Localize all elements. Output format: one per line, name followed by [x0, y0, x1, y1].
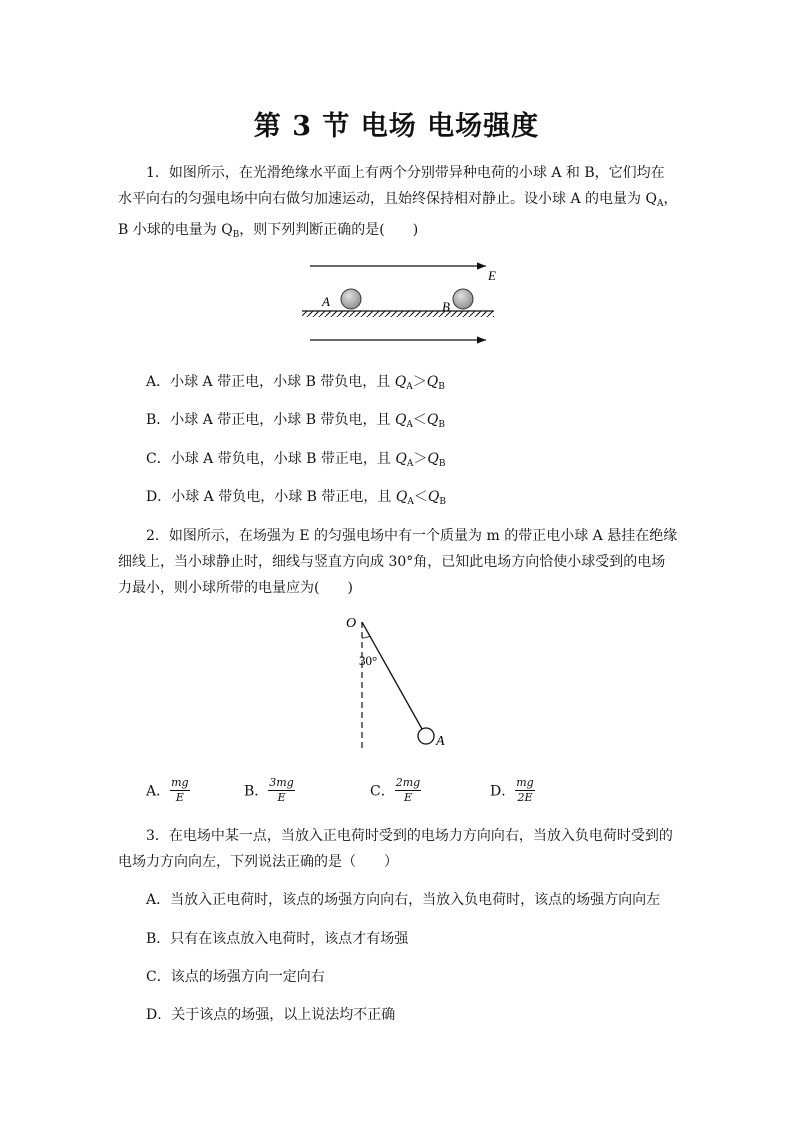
- q2-option-a: A． $\frac{mg}{E}$: [146, 776, 189, 804]
- q3-option-d: D．关于该点的场强，以上说法均不正确: [146, 1007, 396, 1023]
- fraction: $\frac{mg}{E}$: [171, 776, 189, 804]
- fraction: $\frac{2mg}{E}$: [395, 776, 421, 804]
- q3-stem: 3．在电场中某一点，当放入正电荷时受到的电场力方向向右，当放入负电荷时受到的电场力方向向左，下列说法正确的是（ ）: [118, 828, 673, 870]
- q1-figure: [296, 256, 511, 350]
- ball-a: [418, 728, 434, 744]
- angle-arc: [362, 636, 370, 638]
- q2-stem: 2．如图所示，在场强为 E 的匀强电场中有一个质量为 m 的带正电小球 A 悬挂在绝缘细线上，当小球静止时，细线与竖直方向成 30°角，已知此电场方向恰使小球受到的电场力最小，则小球所带的电量应为( ): [118, 528, 678, 596]
- q2-option-c: C． $\frac{2mg}{E}$: [370, 776, 421, 804]
- q2-option-d: D． $\frac{mg}{2E}$: [490, 776, 534, 804]
- string-line: [362, 622, 422, 729]
- q1-option-d: D．小球 A 带负电，小球 B 带正电，且 $Q_A<Q_B$: [146, 489, 446, 507]
- ground-hatch: [302, 311, 494, 317]
- q1-option-c: C．小球 A 带负电，小球 B 带正电，且 $Q_A>Q_B$: [146, 451, 446, 469]
- ball-b: [453, 289, 473, 309]
- field-label: E: [488, 268, 496, 283]
- q1-option-b: B．小球 A 带正电，小球 B 带负电，且 $Q_A<Q_B$: [146, 412, 446, 430]
- q2-option-b: B． $\frac{3mg}{E}$: [244, 776, 294, 804]
- ball-b-label: B: [442, 299, 450, 314]
- q1-option-a: A．小球 A 带正电，小球 B 带负电，且 $Q_A>Q_B$: [146, 374, 445, 392]
- page-title: 第 3 节 电场 电场强度: [253, 111, 540, 142]
- ball-a-label: A: [322, 294, 330, 309]
- q3-option-a: A．当放入正电荷时，该点的场强方向向右，当放入负电荷时，该点的场强方向向左: [146, 892, 661, 908]
- fraction: $\frac{mg}{2E}$: [516, 776, 534, 804]
- q3-option-b: B．只有在该点放入电荷时，该点才有场强: [146, 931, 409, 947]
- q2-figure: [340, 608, 460, 753]
- ball-a: [341, 289, 361, 309]
- q1-stem: 1．如图所示，在光滑绝缘水平面上有两个分别带异种电荷的小球 A 和 B，它们均在水平向右的匀强电场中向右做匀加速运动，且始终保持相对静止。设小球 A 的电量为 $Q_A$，B 小球的电量为 $Q_B$，则下列判断正确的是( ): [118, 165, 678, 240]
- pivot-label: O: [346, 616, 357, 631]
- angle-label: 30°: [359, 653, 378, 668]
- q3-option-c: C．该点的场强方向一定向右: [146, 969, 325, 985]
- fraction: $\frac{3mg}{E}$: [269, 776, 294, 804]
- ball-label: A: [436, 734, 445, 749]
